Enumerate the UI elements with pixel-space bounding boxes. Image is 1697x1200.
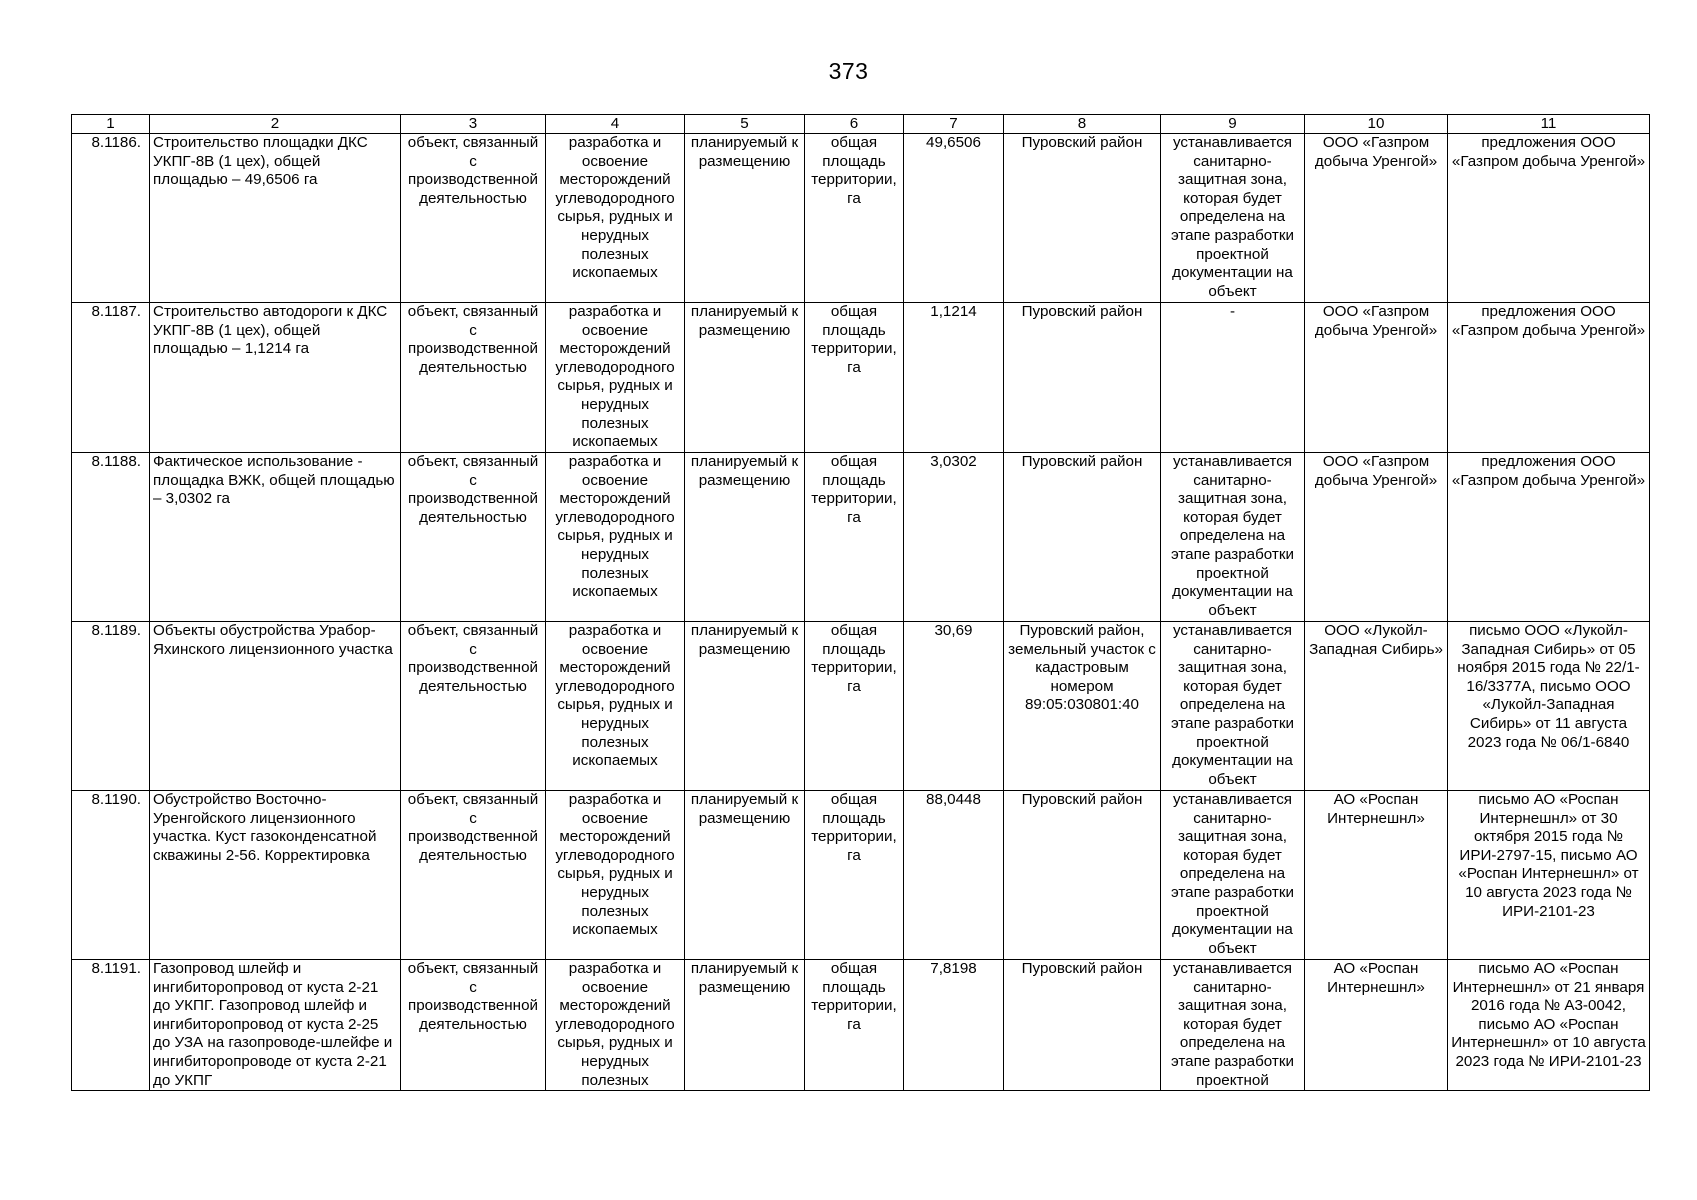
object-basis: письмо ООО «Лукойл-Западная Сибирь» от 05 ноября 2015 года № 22/1-16/3377А, письмо ООО «Лукойл-Западная Сибирь» от 11 августа 2023 года № 06/1-6840 xyxy=(1448,622,1650,791)
object-characteristic: общая площадь территории, га xyxy=(805,960,904,1091)
object-organization: ООО «Лукойл-Западная Сибирь» xyxy=(1305,622,1448,791)
column-header: 4 xyxy=(546,115,685,134)
object-type: объект, связанный с производственной деятельностью xyxy=(401,303,546,453)
table-row xyxy=(72,622,1650,791)
object-type: объект, связанный с производственной деятельностью xyxy=(401,791,546,960)
column-header: 7 xyxy=(904,115,1004,134)
table-header-row xyxy=(72,115,1650,134)
object-value: 88,0448 xyxy=(904,791,1004,960)
page-number: 373 xyxy=(828,58,869,84)
object-zone: устанавливается санитарно-защитная зона, которая будет определена на этапе разработки проектной документации на объект xyxy=(1161,453,1305,622)
object-characteristic: общая площадь территории, га xyxy=(805,303,904,453)
object-zone: устанавливается санитарно-защитная зона, которая будет определена на этапе разработки проектной документации на объект xyxy=(1161,134,1305,303)
object-organization: АО «Роспан Интернешнл» xyxy=(1305,791,1448,960)
row-number: 8.1190. xyxy=(72,791,150,960)
object-purpose: разработка и освоение месторождений углеводородного сырья, рудных и нерудных полезных ископаемых xyxy=(546,453,685,622)
object-name: Обустройство Восточно-Уренгойского лицензионного участка. Куст газоконденсатной скважины 2-56. Корректировка xyxy=(150,791,401,960)
object-basis: предложения ООО «Газпром добыча Уренгой» xyxy=(1448,134,1650,303)
object-basis: письмо АО «Роспан Интернешнл» от 30 октября 2015 года № ИРИ-2797-15, письмо АО «Роспан Интернешнл» от 10 августа 2023 года № ИРИ-2101-23 xyxy=(1448,791,1650,960)
object-name: Фактическое использование - площадка ВЖК, общей площадью – 3,0302 га xyxy=(150,453,401,622)
row-number: 8.1188. xyxy=(72,453,150,622)
table-row xyxy=(72,960,1650,1091)
object-location: Пуровский район, земельный участок с кадастровым номером 89:05:030801:40 xyxy=(1004,622,1161,791)
row-number: 8.1187. xyxy=(72,303,150,453)
column-header: 10 xyxy=(1305,115,1448,134)
row-number: 8.1191. xyxy=(72,960,150,1091)
object-purpose: разработка и освоение месторождений углеводородного сырья, рудных и нерудных полезных ископаемых xyxy=(546,622,685,791)
object-status: планируемый к размещению xyxy=(685,622,805,791)
object-purpose: разработка и освоение месторождений углеводородного сырья, рудных и нерудных полезных ископаемых xyxy=(546,791,685,960)
object-zone: устанавливается санитарно-защитная зона, которая будет определена на этапе разработки проектной xyxy=(1161,960,1305,1091)
object-zone: - xyxy=(1161,303,1305,453)
object-location: Пуровский район xyxy=(1004,453,1161,622)
object-zone: устанавливается санитарно-защитная зона, которая будет определена на этапе разработки проектной документации на объект xyxy=(1161,791,1305,960)
object-characteristic: общая площадь территории, га xyxy=(805,453,904,622)
column-header: 2 xyxy=(150,115,401,134)
column-header: 5 xyxy=(685,115,805,134)
object-name: Строительство площадки ДКС УКПГ-8В (1 цех), общей площадью – 49,6506 га xyxy=(150,134,401,303)
table-row xyxy=(72,453,1650,622)
object-purpose: разработка и освоение месторождений углеводородного сырья, рудных и нерудных полезных ископаемых xyxy=(546,134,685,303)
object-location: Пуровский район xyxy=(1004,791,1161,960)
object-basis: предложения ООО «Газпром добыча Уренгой» xyxy=(1448,453,1650,622)
object-purpose: разработка и освоение месторождений углеводородного сырья, рудных и нерудных полезных ископаемых xyxy=(546,303,685,453)
object-type: объект, связанный с производственной деятельностью xyxy=(401,960,546,1091)
object-organization: АО «Роспан Интернешнл» xyxy=(1305,960,1448,1091)
object-status: планируемый к размещению xyxy=(685,791,805,960)
object-characteristic: общая площадь территории, га xyxy=(805,791,904,960)
object-status: планируемый к размещению xyxy=(685,134,805,303)
object-name: Газопровод шлейф и ингибиторопровод от куста 2-21 до УКПГ. Газопровод шлейф и ингибиторопровод от куста 2-25 до УЗА на газопроводе-шлейфе и ингибиторопроводе от куста 2-21 до УКПГ xyxy=(150,960,401,1091)
object-location: Пуровский район xyxy=(1004,960,1161,1091)
object-value: 49,6506 xyxy=(904,134,1004,303)
object-status: планируемый к размещению xyxy=(685,303,805,453)
object-characteristic: общая площадь территории, га xyxy=(805,134,904,303)
object-basis: письмо АО «Роспан Интернешнл» от 21 января 2016 года № А3-0042, письмо АО «Роспан Интернешнл» от 10 августа 2023 года № ИРИ-2101-23 xyxy=(1448,960,1650,1091)
table-row xyxy=(72,134,1650,303)
object-value: 3,0302 xyxy=(904,453,1004,622)
object-purpose: разработка и освоение месторождений углеводородного сырья, рудных и нерудных полезных xyxy=(546,960,685,1091)
table-row xyxy=(72,303,1650,453)
object-basis: предложения ООО «Газпром добыча Уренгой» xyxy=(1448,303,1650,453)
column-header: 1 xyxy=(72,115,150,134)
object-type: объект, связанный с производственной деятельностью xyxy=(401,134,546,303)
object-type: объект, связанный с производственной деятельностью xyxy=(401,453,546,622)
object-zone: устанавливается санитарно-защитная зона, которая будет определена на этапе разработки проектной документации на объект xyxy=(1161,622,1305,791)
row-number: 8.1189. xyxy=(72,622,150,791)
object-type: объект, связанный с производственной деятельностью xyxy=(401,622,546,791)
column-header: 9 xyxy=(1161,115,1305,134)
object-organization: ООО «Газпром добыча Уренгой» xyxy=(1305,453,1448,622)
object-value: 30,69 xyxy=(904,622,1004,791)
object-value: 7,8198 xyxy=(904,960,1004,1091)
object-value: 1,1214 xyxy=(904,303,1004,453)
column-header: 6 xyxy=(805,115,904,134)
object-organization: ООО «Газпром добыча Уренгой» xyxy=(1305,134,1448,303)
object-location: Пуровский район xyxy=(1004,134,1161,303)
column-header: 3 xyxy=(401,115,546,134)
object-name: Объекты обустройства Урабор-Яхинского лицензионного участка xyxy=(150,622,401,791)
table-row xyxy=(72,791,1650,960)
column-header: 8 xyxy=(1004,115,1161,134)
column-header: 11 xyxy=(1448,115,1650,134)
object-status: планируемый к размещению xyxy=(685,453,805,622)
object-characteristic: общая площадь территории, га xyxy=(805,622,904,791)
objects-table xyxy=(71,114,1650,1091)
object-organization: ООО «Газпром добыча Уренгой» xyxy=(1305,303,1448,453)
row-number: 8.1186. xyxy=(72,134,150,303)
object-location: Пуровский район xyxy=(1004,303,1161,453)
object-name: Строительство автодороги к ДКС УКПГ-8В (1 цех), общей площадью – 1,1214 га xyxy=(150,303,401,453)
object-status: планируемый к размещению xyxy=(685,960,805,1091)
